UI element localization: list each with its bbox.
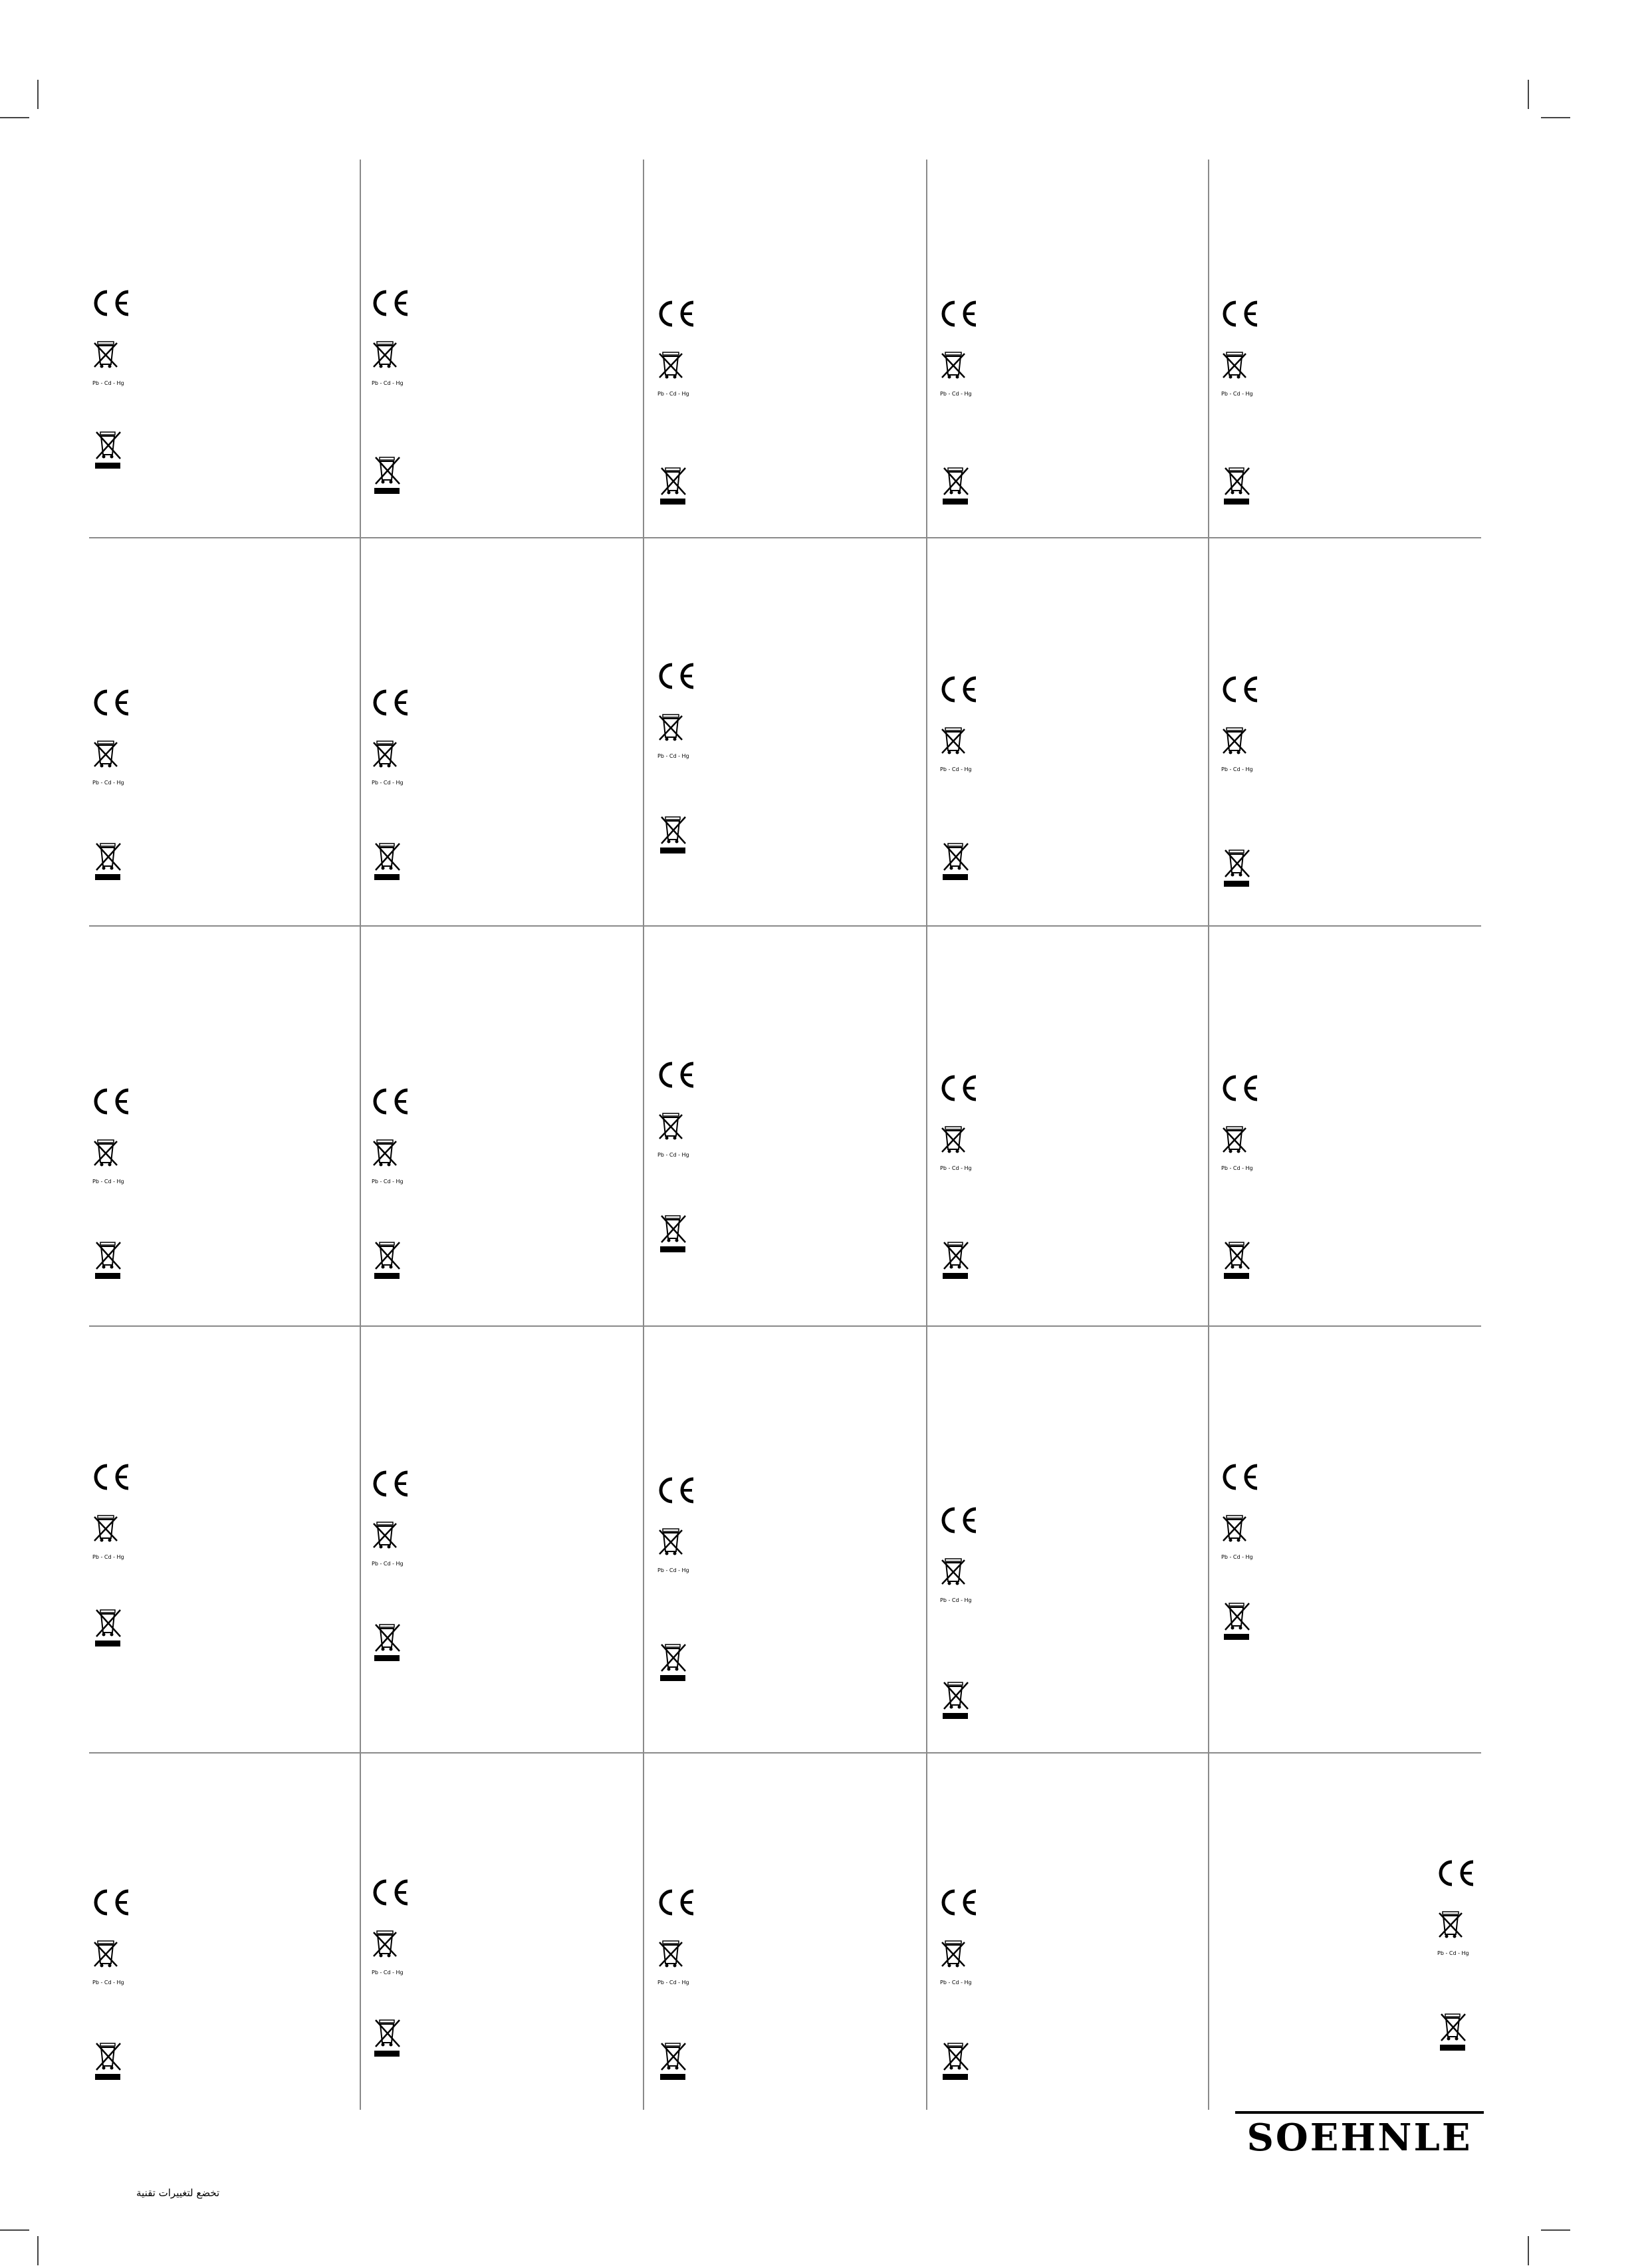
regulatory-marks-cell	[937, 1074, 997, 1286]
ce-mark-icon	[937, 675, 980, 704]
weee-bin-icon	[372, 1621, 402, 1662]
column-divider	[1208, 160, 1209, 2110]
ce-mark-icon	[369, 288, 412, 318]
battery-heavy-metals-label: Pb - Cd - Hg	[1221, 1165, 1253, 1171]
regulatory-marks-cell	[655, 299, 715, 512]
weee-bin-icon	[92, 428, 123, 469]
battery-disposal-icon	[940, 725, 972, 773]
crop-mark	[1528, 2236, 1529, 2265]
regulatory-marks-cell	[937, 1888, 997, 2100]
column-divider	[360, 160, 361, 2110]
crop-mark	[0, 117, 29, 118]
ce-mark-icon	[90, 1087, 132, 1116]
regulatory-marks-cell	[90, 1462, 150, 1675]
battery-disposal-icon	[940, 350, 972, 397]
battery-heavy-metals-label: Pb - Cd - Hg	[940, 1597, 972, 1603]
crop-mark	[0, 2229, 29, 2231]
column-divider	[926, 160, 927, 2110]
battery-heavy-metals-label: Pb - Cd - Hg	[92, 780, 124, 786]
ce-mark-icon	[937, 1074, 980, 1103]
battery-heavy-metals-label: Pb - Cd - Hg	[92, 380, 124, 386]
weee-bin-icon	[940, 1678, 971, 1720]
regulatory-marks-cell	[90, 1888, 150, 2100]
battery-heavy-metals-label: Pb - Cd - Hg	[657, 1152, 689, 1158]
regulatory-marks-cell	[655, 1060, 715, 1273]
battery-disposal-icon	[1221, 725, 1253, 773]
ce-mark-icon	[655, 299, 697, 328]
battery-heavy-metals-label: Pb - Cd - Hg	[657, 1567, 689, 1573]
ce-mark-icon	[655, 1060, 697, 1089]
weee-bin-icon	[372, 1238, 402, 1280]
battery-heavy-metals-label: Pb - Cd - Hg	[372, 1970, 404, 1976]
battery-heavy-metals-label: Pb - Cd - Hg	[372, 780, 404, 786]
battery-heavy-metals-label: Pb - Cd - Hg	[1221, 766, 1253, 772]
crop-mark	[37, 80, 39, 109]
regulatory-marks-cell	[1219, 675, 1278, 887]
battery-heavy-metals-label: Pb - Cd - Hg	[1221, 391, 1253, 397]
battery-disposal-icon	[92, 738, 124, 786]
weee-bin-icon	[657, 1212, 688, 1253]
regulatory-marks-cell	[937, 1506, 997, 1718]
weee-bin-icon	[372, 840, 402, 881]
battery-disposal-icon	[92, 1137, 124, 1185]
regulatory-marks-cell	[655, 661, 715, 874]
ce-mark-icon	[369, 1878, 412, 1907]
weee-bin-icon	[940, 2039, 971, 2081]
crop-mark	[1541, 117, 1570, 118]
battery-disposal-icon	[372, 1928, 404, 1976]
regulatory-marks-cell	[655, 1888, 715, 2100]
battery-heavy-metals-label: Pb - Cd - Hg	[92, 1980, 124, 1985]
ce-mark-icon	[655, 1476, 697, 1505]
battery-disposal-icon	[1437, 1909, 1469, 1957]
ce-mark-icon	[937, 1888, 980, 1917]
logo-rule	[1235, 2111, 1484, 2114]
weee-bin-icon	[657, 1641, 688, 1682]
battery-disposal-icon	[372, 1137, 404, 1185]
ce-mark-icon	[1435, 1859, 1477, 1888]
ce-mark-icon	[937, 1506, 980, 1535]
weee-bin-icon	[1221, 464, 1252, 505]
battery-disposal-icon	[372, 339, 404, 387]
row-divider	[89, 537, 1481, 538]
battery-disposal-icon	[657, 712, 689, 760]
battery-disposal-icon	[92, 1513, 124, 1561]
ce-mark-icon	[1219, 1074, 1261, 1103]
battery-disposal-icon	[372, 738, 404, 786]
battery-heavy-metals-label: Pb - Cd - Hg	[940, 766, 972, 772]
weee-bin-icon	[92, 1238, 123, 1280]
regulatory-marks-cell	[369, 1087, 429, 1300]
battery-heavy-metals-label: Pb - Cd - Hg	[1437, 1950, 1469, 1956]
battery-heavy-metals-label: Pb - Cd - Hg	[657, 391, 689, 397]
battery-heavy-metals-label: Pb - Cd - Hg	[940, 1980, 972, 1985]
battery-disposal-icon	[657, 1526, 689, 1574]
ce-mark-icon	[1219, 299, 1261, 328]
battery-disposal-icon	[940, 1124, 972, 1172]
regulatory-marks-cell	[1219, 1462, 1278, 1675]
regulatory-marks-cell	[1219, 1074, 1278, 1286]
regulatory-marks-cell	[90, 1087, 150, 1300]
battery-disposal-icon	[92, 339, 124, 387]
battery-disposal-icon	[940, 1938, 972, 1986]
weee-bin-icon	[657, 464, 688, 505]
battery-heavy-metals-label: Pb - Cd - Hg	[1221, 1554, 1253, 1560]
ce-mark-icon	[90, 1888, 132, 1917]
weee-bin-icon	[92, 840, 123, 881]
technical-changes-note: تخضع لتغييرات تقنية	[136, 2187, 220, 2199]
crop-mark	[1541, 2229, 1570, 2231]
weee-bin-icon	[657, 2039, 688, 2081]
column-divider	[643, 160, 644, 2110]
weee-bin-icon	[372, 2016, 402, 2057]
regulatory-marks-cell	[655, 1476, 715, 1688]
regulatory-marks-cell	[90, 288, 150, 501]
ce-mark-icon	[369, 1087, 412, 1116]
battery-heavy-metals-label: Pb - Cd - Hg	[92, 1179, 124, 1185]
weee-bin-icon	[657, 813, 688, 854]
battery-heavy-metals-label: Pb - Cd - Hg	[372, 380, 404, 386]
regulatory-marks-cell	[369, 288, 429, 501]
row-divider	[89, 1325, 1481, 1327]
battery-disposal-icon	[657, 1111, 689, 1159]
crop-mark	[37, 2236, 39, 2265]
battery-disposal-icon	[1221, 1124, 1253, 1172]
regulatory-marks-cell	[937, 299, 997, 512]
ce-mark-icon	[1219, 675, 1261, 704]
weee-bin-icon	[92, 2039, 123, 2081]
weee-bin-icon	[1221, 846, 1252, 887]
soehnle-logo: SOEHNLE	[1246, 2116, 1473, 2160]
battery-disposal-icon	[657, 1938, 689, 1986]
battery-heavy-metals-label: Pb - Cd - Hg	[940, 1165, 972, 1171]
regulatory-marks-cell	[90, 688, 150, 901]
ce-mark-icon	[369, 688, 412, 717]
battery-disposal-icon	[1221, 350, 1253, 397]
regulatory-marks-cell	[369, 1469, 429, 1682]
battery-disposal-icon	[92, 1938, 124, 1986]
ce-mark-icon	[937, 299, 980, 328]
battery-heavy-metals-label: Pb - Cd - Hg	[657, 1980, 689, 1985]
ce-mark-icon	[90, 288, 132, 318]
ce-mark-icon	[90, 688, 132, 717]
weee-bin-icon	[1221, 1599, 1252, 1641]
weee-bin-icon	[940, 840, 971, 881]
weee-bin-icon	[940, 464, 971, 505]
battery-disposal-icon	[1221, 1513, 1253, 1561]
ce-mark-icon	[655, 1888, 697, 1917]
weee-bin-icon	[92, 1606, 123, 1647]
crop-mark	[1528, 80, 1529, 109]
battery-heavy-metals-label: Pb - Cd - Hg	[92, 1554, 124, 1560]
ce-mark-icon	[369, 1469, 412, 1498]
regulatory-marks-cell	[369, 688, 429, 901]
battery-heavy-metals-label: Pb - Cd - Hg	[657, 753, 689, 759]
battery-disposal-icon	[372, 1520, 404, 1567]
regulatory-marks-cell	[1219, 299, 1278, 512]
battery-heavy-metals-label: Pb - Cd - Hg	[372, 1179, 404, 1185]
battery-disposal-icon	[657, 350, 689, 397]
regulatory-marks-cell	[369, 1878, 429, 2091]
battery-heavy-metals-label: Pb - Cd - Hg	[372, 1561, 404, 1567]
battery-disposal-icon	[940, 1556, 972, 1604]
ce-mark-icon	[655, 661, 697, 691]
ce-mark-icon	[1219, 1462, 1261, 1492]
weee-bin-icon	[372, 453, 402, 495]
weee-bin-icon	[1221, 1238, 1252, 1280]
row-divider	[89, 1752, 1481, 1754]
weee-bin-icon	[940, 1238, 971, 1280]
row-divider	[89, 925, 1481, 927]
regulatory-marks-cell	[937, 675, 997, 887]
ce-mark-icon	[90, 1462, 132, 1492]
regulatory-marks-cell	[1435, 1859, 1494, 2071]
weee-bin-icon	[1437, 2010, 1468, 2051]
battery-heavy-metals-label: Pb - Cd - Hg	[940, 391, 972, 397]
